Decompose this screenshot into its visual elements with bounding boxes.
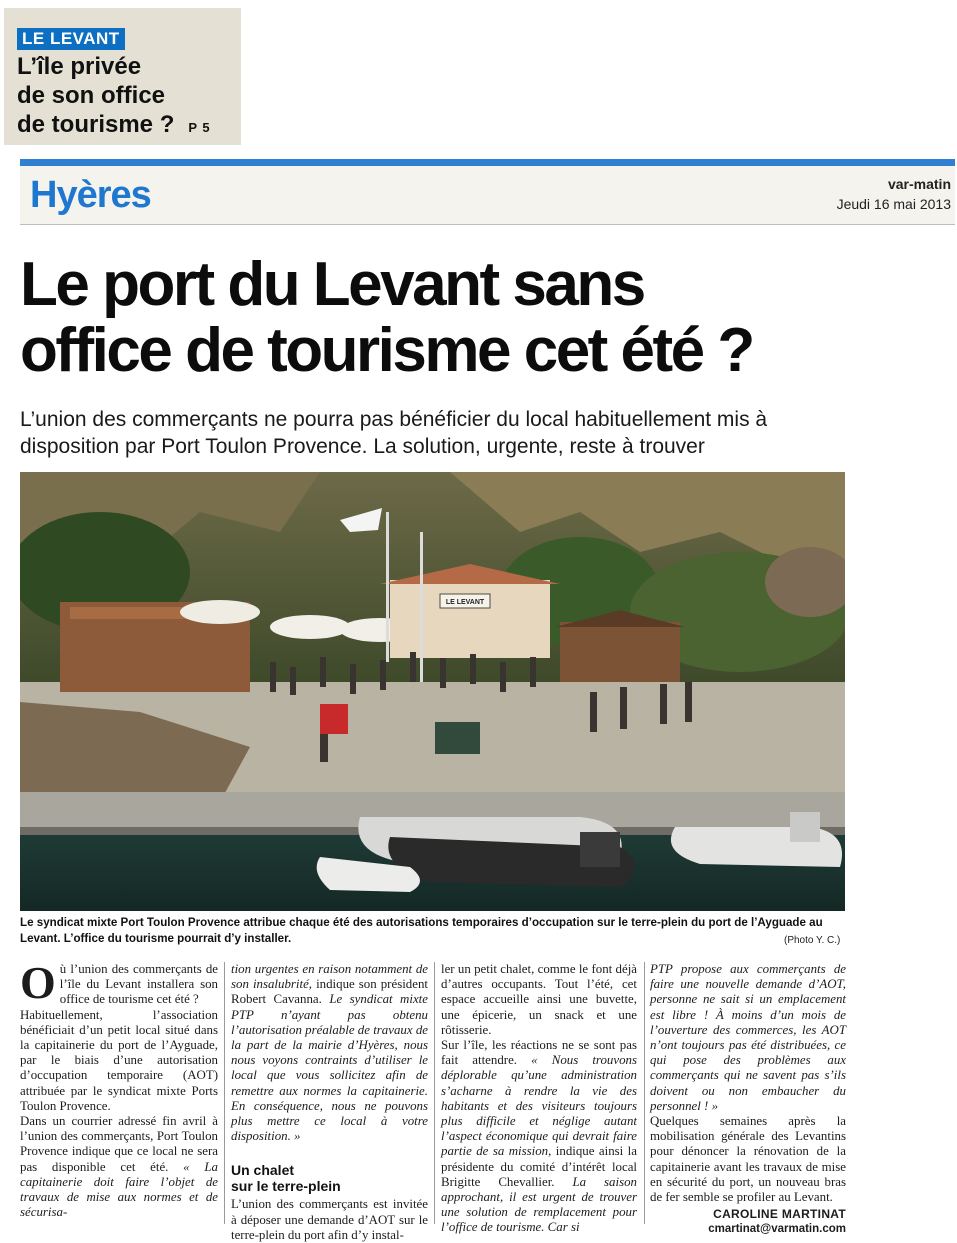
photo-caption: Le syndicat mixte Port Toulon Provence attribue chaque été des autorisations temporaires d’occupation sur le terre-plein du port de l’Ayguade au Levant. L’office du tourisme pourrait d’y installer.: [20, 916, 823, 945]
section-city: Hyères: [30, 174, 151, 216]
paragraph-text: indique son président Robert Cavanna.: [231, 977, 428, 1007]
paragraph: L’union des commerçants est invitée à déposer une demande d’AOT sur le terre-plein du port afin d’y instal-: [231, 1197, 428, 1242]
umbrella: [180, 600, 260, 624]
article-column-3: [441, 962, 637, 1236]
article-column-2: [231, 962, 428, 1243]
quote-text: Le syndicat mixte PTP n’ayant pas obtenu l’autorisation préalable de travaux de la part de la mairie d’Hyères, nous nous voyons contraints d’utiliser le local que vous sollicitez afin de remettre aux normes la capitainerie. En conséquence, nous ne pouvons plus mettre ce local à votre disposition. »: [231, 992, 428, 1144]
paragraph: Quelques semaines après la mobilisation générale des Levantins pour dénoncer la rénovation de la capitainerie avant les travaux de mise en sécurité du port, un nouveau bras de fer semble se profiler au Levant.: [650, 1114, 846, 1205]
teaser-title: [17, 52, 232, 142]
article-lede: L’union des commerçants ne pourra pas bénéficier du local habituellement mis à disposition par Port Toulon Provence. La solution, urgente, reste à trouver: [20, 408, 768, 458]
outboard-motor: [580, 832, 620, 867]
capitainerie-building: [390, 580, 550, 658]
article-column-4: [650, 962, 846, 1238]
teaser-page-ref: P 5: [188, 120, 211, 135]
paragraph-text: ù l’union des commerçants de l’île du Levant installera son office de tourisme cet été ?: [59, 962, 218, 1007]
paragraph: [231, 962, 428, 1144]
port-photo-illustration: [20, 472, 845, 911]
paragraph: [441, 1038, 637, 1236]
section-header: [20, 166, 955, 225]
boat-motor-right: [790, 812, 820, 842]
light-pole: [420, 532, 423, 682]
umbrella: [270, 615, 350, 639]
subhead-line-1: Un chalet: [231, 1162, 295, 1179]
flag-pole: [386, 512, 389, 662]
quote-text: « La capitainerie doit faire l’objet de travaux de mise aux normes et de sécurisa-: [20, 1159, 218, 1220]
teaser-title-line-1: L’île privée: [17, 53, 142, 80]
red-kiosk: [320, 704, 348, 734]
paragraph: [20, 1114, 218, 1220]
paragraph: Habituellement, l’association bénéficiait d’un petit local situé dans la capitainerie du port de l’Ayguade, par le biais d’une autorisation d’occupation temporaire (AOT) attribuée par le syndicat mixte Ports Toulon Provence.: [20, 1007, 218, 1113]
quote-text: La saison approchant, il est urgent de trouver une solution de remplacement pour l’office de tourisme. Car si: [441, 1174, 637, 1235]
article-headline: [20, 252, 950, 384]
column-rule: [434, 962, 435, 1224]
publication-date: Jeudi 16 mai 2013: [836, 196, 951, 212]
building-sign-text: LE LEVANT: [445, 599, 485, 606]
headline-line-1: Le port du Levant sans: [20, 250, 644, 319]
article-column-1: [20, 957, 218, 1220]
teaser-tag: LE LEVANT: [17, 28, 125, 50]
article-subhead: [231, 1162, 428, 1194]
section-color-bar: [20, 159, 955, 166]
headline-line-2: office de tourisme cet été ?: [20, 316, 753, 385]
quote-text: « Nous trouvons déplorable qu’une administration s’acharne à rendre la vie des habitants et des visiteurs toujours plus difficile et néglige autant l’aspect économique qui devrait faire partie de sa mission,: [441, 1053, 637, 1159]
column-rule: [224, 962, 225, 1224]
paragraph-text: Dans un courrier adressé fin avril à l’union des commerçants, Port Toulon Provence indique que ce local ne sera pas disponible cet été.: [20, 1114, 218, 1174]
photo-credit: (Photo Y. C.): [784, 935, 841, 946]
subhead-line-2: sur le terre-plein: [231, 1178, 341, 1195]
author-byline: CAROLINE MARTINAT: [713, 1207, 846, 1222]
author-email-link[interactable]: cmartinat@varmatin.com: [708, 1223, 846, 1236]
newspaper-name: var-matin: [887, 176, 951, 192]
quote-text: tion urgentes en raison notamment de son insalubrité,: [231, 962, 428, 992]
wooden-chalet: [560, 622, 680, 682]
drop-cap: O: [20, 957, 56, 1008]
paragraph-text: indique ainsi la présidente du comité d’intérêt local Brigitte Chevallier.: [441, 1144, 637, 1189]
article-photo: [20, 472, 845, 911]
teaser-box: [4, 8, 241, 145]
teaser-title-line-2: de son office: [17, 82, 166, 109]
teaser-title-line-3: de tourisme ?: [17, 111, 175, 138]
quote-paragraph: PTP propose aux commerçants de faire une nouvelle demande d’AOT, personne ne sait si un emplacement est libre ! À moins d’un mois de l’ouverture des commerces, les AOT n’ont toujours pas été distribuées, ce qui pose des problèmes aux commerçants qui ne savent pas s’ils doivent ou non embaucher du personnel ! »: [650, 962, 846, 1113]
waste-bin: [435, 722, 480, 754]
paragraph: [20, 957, 218, 1008]
column-rule: [644, 962, 645, 1224]
paragraph-text: Sur l’île, les réactions ne se sont pas fait attendre.: [441, 1038, 637, 1068]
paragraph: ler un petit chalet, comme le font déjà d’autres occupants. Tout l’été, cet espace accueille ainsi une buvette, une épicerie, un snack et une rôtisserie.: [441, 962, 637, 1037]
